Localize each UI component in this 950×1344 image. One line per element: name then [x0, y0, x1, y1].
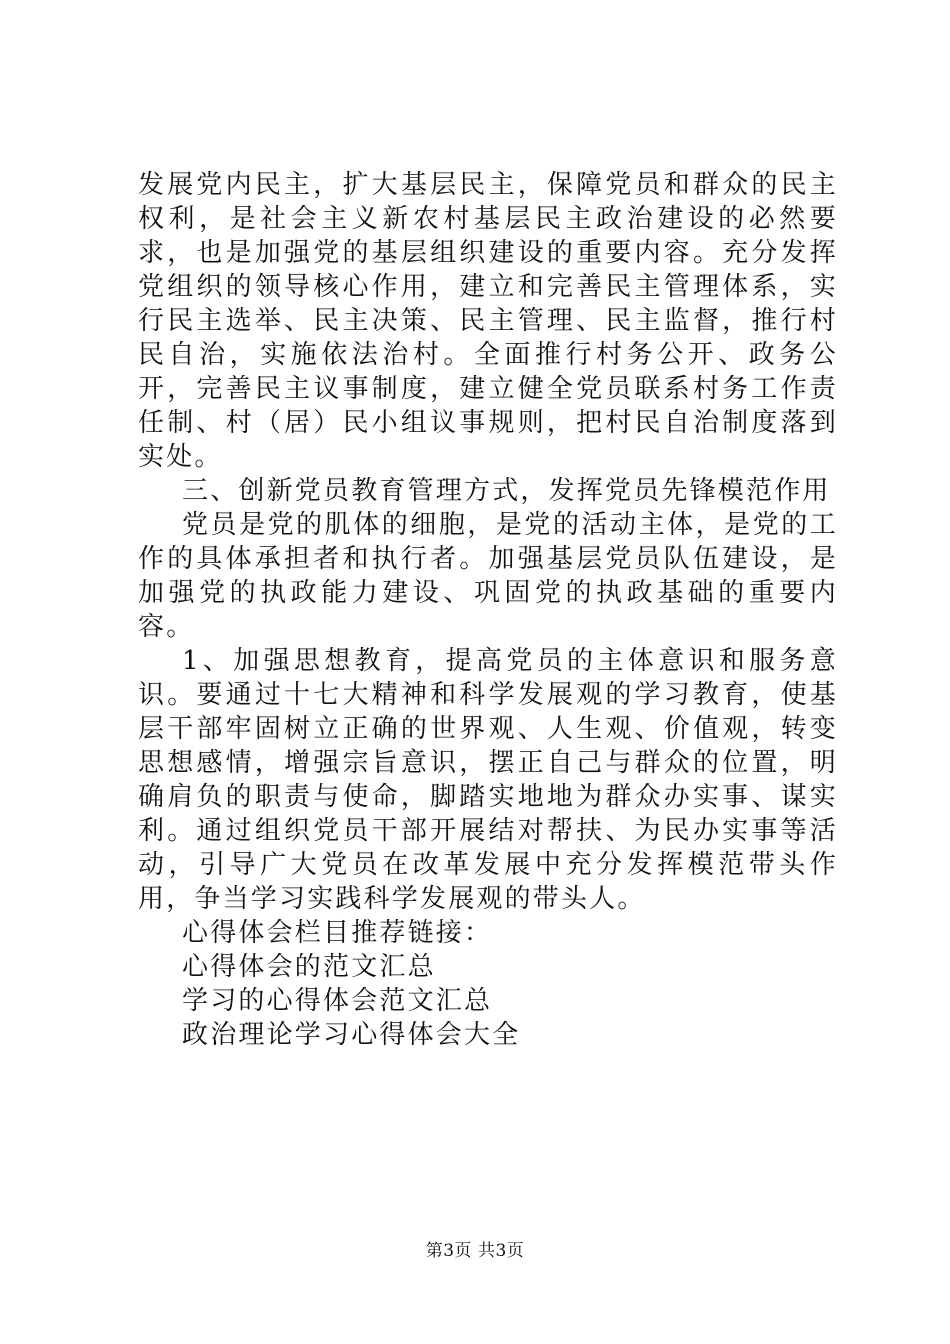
link-item-politics[interactable]: 政治理论学习心得体会大全 — [182, 1020, 521, 1050]
link-item-study[interactable]: 学习的心得体会范文汇总 — [182, 986, 493, 1016]
section-heading: 三、创新党员教育管理方式，发挥党员先锋模范作用 — [182, 476, 831, 506]
page-number-footer: 第3页 共3页 — [425, 1241, 525, 1261]
links-heading: 心得体会栏目推荐链接： — [182, 918, 493, 948]
link-item-summary[interactable]: 心得体会的范文汇总 — [182, 952, 436, 982]
paragraph-party-members: 党员是党的肌体的细胞，是党的活动主体，是党的工作的具体承担者和执行者。加强基层党员队伍建设，是加强党的执政能力建设、巩固党的执政基础的重要内容。 — [138, 510, 838, 642]
paragraph-democracy: 发展党内民主，扩大基层民主，保障党员和群众的民主权利，是社会主义新农村基层民主政治建设的必然要求，也是加强党的基层组织建设的重要内容。充分发挥党组织的领导核心作用，建立和完善民主管理体系，实行民主选举、民主决策、民主管理、民主监督，推行村民自治，实施依法治村。全面推行村务公开、政务公开，完善民主议事制度，建立健全党员联系村务工作责任制、村（居）民小组议事规则，把村民自治制度落到实处。 — [138, 170, 838, 472]
document-body — [138, 168, 838, 1052]
paragraph-education: 1、加强思想教育，提高党员的主体意识和服务意识。要通过十七大精神和科学发展观的学习教育，使基层干部牢固树立正确的世界观、人生观、价值观，转变思想感情，增强宗旨意识，摆正自己与群众的位置，明确肩负的职责与使命，脚踏实地地为群众办实事、谋实利。通过组织党员干部开展结对帮扶、为民办实事等活动，引导广大党员在改革发展中充分发挥模范带头作用，争当学习实践科学发展观的带头人。 — [138, 646, 838, 914]
